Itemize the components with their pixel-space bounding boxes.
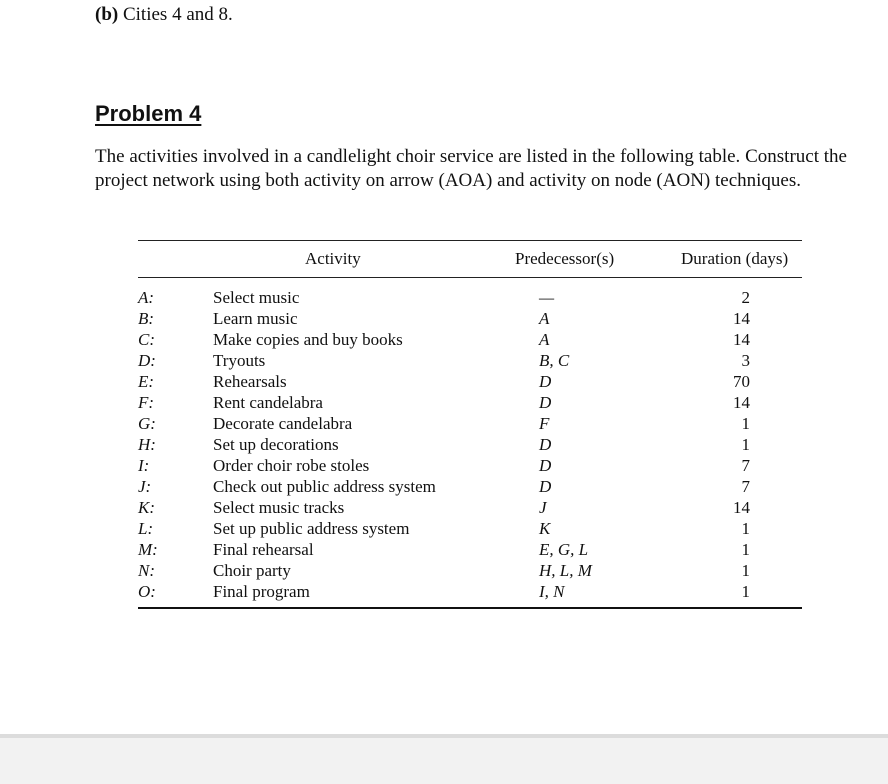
activity-duration: 14 [733,309,750,328]
activity-name: Select music tracks [213,498,345,517]
activity-predecessors: H, L, M [539,561,592,580]
activity-name: Set up decorations [213,435,339,454]
table-row [138,413,802,434]
activity-name: Choir party [213,561,291,580]
activity-letter: A: [138,288,155,307]
table-top-rule [138,240,802,241]
activity-name: Rent candelabra [213,393,323,412]
activity-duration: 14 [733,498,750,517]
table-row [138,392,802,413]
table-row [138,329,802,350]
table-row [138,455,802,476]
table-header-rule [138,277,802,278]
activity-predecessors: A [539,309,550,328]
activity-letter: L: [138,519,154,538]
activity-predecessors: J [539,498,547,517]
activity-predecessors: — [539,288,555,307]
table-row [138,434,802,455]
activity-duration: 1 [741,540,750,559]
activity-predecessors: K [539,519,551,538]
activity-predecessors: F [539,414,550,433]
viewer-bottom-band [0,734,888,784]
part-label: (b) [95,4,119,25]
activity-name: Final rehearsal [213,540,314,559]
activity-duration: 1 [741,561,750,580]
header-activity: Activity [305,249,361,268]
activity-name: Tryouts [213,351,266,370]
activity-predecessors: D [539,456,552,475]
table-row [138,581,802,602]
activity-duration: 7 [741,456,750,475]
activity-name: Check out public address system [213,477,436,496]
activity-predecessors: A [539,330,550,349]
activity-duration: 70 [733,372,750,391]
activity-predecessors: D [539,372,552,391]
activity-duration: 1 [741,414,750,433]
activity-letter: M: [138,540,158,559]
table-bottom-rule [138,607,802,609]
table-row [138,308,802,329]
activity-name: Learn music [213,309,298,328]
activity-duration: 1 [741,519,750,538]
table-row [138,476,802,497]
activity-letter: C: [138,330,155,349]
previous-answer-line [95,4,233,26]
activity-letter: E: [138,372,155,391]
header-duration: Duration (days) [681,249,789,268]
activity-letter: H: [138,435,156,454]
activity-duration: 2 [741,288,750,307]
activity-duration: 14 [733,393,750,412]
activity-duration: 3 [741,351,750,370]
header-predecessors: Predecessor(s) [515,249,615,268]
activity-duration: 14 [733,330,750,349]
activity-name: Rehearsals [213,372,287,391]
table-row [138,371,802,392]
activity-predecessors: E, G, L [539,540,589,559]
activity-letter: D: [138,351,156,370]
activity-name: Order choir robe stoles [213,456,370,475]
table-row [138,350,802,371]
activity-predecessors: D [539,393,552,412]
activity-predecessors: B, C [539,351,570,370]
activity-letter: G: [138,414,156,433]
activity-name: Select music [213,288,300,307]
activity-letter: N: [138,561,155,580]
activity-name: Decorate candelabra [213,414,353,433]
activity-name: Make copies and buy books [213,330,403,349]
table-row [138,539,802,560]
table-body [138,287,802,602]
part-text: Cities 4 and 8. [118,4,233,25]
problem-heading: Problem 4 [95,101,202,126]
activity-letter: B: [138,309,155,328]
activity-duration: 1 [741,582,750,601]
activity-predecessors: D [539,435,552,454]
problem-statement: The activities involved in a candlelight choir service are listed in the following table. Construct the project network using both activity on arrow (AOA) and activity on node (AON) techniques. [95,146,847,191]
activity-duration: 1 [741,435,750,454]
activity-letter: K: [138,498,155,517]
activity-letter: F: [138,393,155,412]
activity-name: Set up public address system [213,519,410,538]
table-row [138,560,802,581]
table-row [138,287,802,308]
activity-letter: J: [138,477,152,496]
activity-name: Final program [213,582,310,601]
table-row [138,497,802,518]
activity-predecessors: I, N [539,582,565,601]
activity-letter: I: [138,456,150,475]
activity-duration: 7 [741,477,750,496]
table-row [138,518,802,539]
activity-predecessors: D [539,477,552,496]
activity-letter: O: [138,582,156,601]
